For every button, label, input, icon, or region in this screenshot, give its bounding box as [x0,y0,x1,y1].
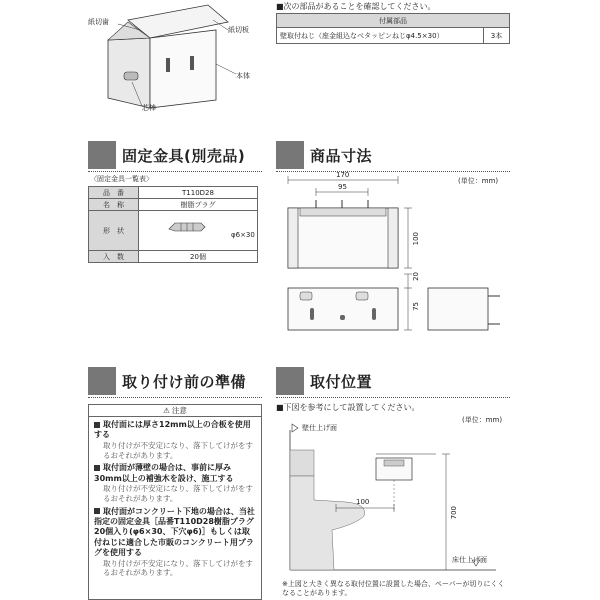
plug-icon [167,217,207,237]
caution-item-note: 取り付けが不安定になり、落下してけがをするおそれがあります。 [103,440,253,460]
dim-height: 100 [412,232,420,246]
dim-depth: 75 [412,302,420,311]
bullet-icon [94,422,100,428]
parts-item: 壁取付ねじ（座金組込なべタッピンねじφ4.5×30） [277,28,484,44]
plug-size: φ6×30 [231,231,255,239]
prep-rule [88,397,262,398]
dimensions-section-header [276,140,372,170]
section-marker [88,141,116,169]
parts-table [276,13,510,44]
parts-qty: 3本 [484,28,510,44]
dim-offset: 20 [412,272,420,281]
prep-title: 取り付け前の準備 [122,372,247,391]
prep-section-header [88,366,246,396]
dimension-drawing [276,170,510,345]
caution-item-note: 取り付けが不安定になり、落下してけがをするおそれがあります。 [103,484,253,503]
section-marker [276,141,304,169]
label-flap: 紙切板 [228,26,249,34]
fixing-row-label: 入 数 [89,251,139,263]
caution-box [88,404,262,600]
fixing-rule [88,171,262,172]
section-marker [88,367,116,395]
warning-icon: ⚠ [163,406,170,415]
fixing-row-label: 品 番 [89,187,139,199]
label-body: 本体 [236,72,250,80]
fixing-row-label: 形 状 [89,211,139,251]
fixing-row-value: T110D28 [139,187,258,199]
dimensions-title: 商品寸法 [310,146,373,165]
position-unit: (単位：mm) [462,416,503,424]
fixing-row-value: 20個 [139,251,258,263]
dim-width-total: 170 [336,171,350,179]
fixing-shape-cell [139,211,258,251]
fixing-table [88,186,258,263]
bullet-icon [94,465,100,471]
label-core: 芯棒 [142,104,156,112]
position-rule [276,397,510,398]
caution-item-note: 取り付けが不安定になり、落下してけがをするおそれがあります。 [103,558,253,578]
fixing-row-label: 名 称 [89,199,139,211]
fixing-title: 固定金具(別売品) [122,146,246,165]
dim-width-inner: 95 [338,183,347,191]
caution-header [89,405,261,417]
position-intro: ■下図を参考にして設置してください。 [276,403,420,412]
bullet-icon [94,508,100,514]
position-note: ※上図と大きく異なる取付位置に設置した場合、ペーパーが切りにくくなることがあります。 [282,580,505,597]
dim-vertical: 700 [450,506,458,520]
caution-item: 取付面がコンクリート下地の場合は、当社指定の固定金具［品番T110D28樹脂プラグ20個入り(φ6×30、下穴φ6)］もしくは取付ねじに適合した市販のコンクリート用プラグを使用する [94,506,255,558]
label-cover: 紙切歯 [88,18,109,26]
position-section-header [276,366,372,396]
caution-item: 取付面が薄壁の場合は、事前に厚み30mm以上の補強木を設け、施工する [94,463,234,483]
fixing-row-value: 樹脂プラグ [139,199,258,211]
floor-label: 床仕上げ面 [452,556,487,564]
product-illustration [88,0,268,118]
dimensions-unit: (単位：mm) [458,177,499,185]
section-marker [276,367,304,395]
dim-horizontal: 100 [356,498,370,506]
parts-header: 付属部品 [277,14,510,28]
fixing-section-header [88,140,245,170]
wall-label: 壁仕上げ面 [302,424,337,432]
position-drawing [276,420,510,578]
parts-intro: ■次の部品があることを確認してください。 [276,2,436,11]
caution-label: 注意 [171,406,187,415]
position-title: 取付位置 [310,372,373,391]
fixing-caption: 〈固定金具一覧表〉 [90,175,153,183]
caution-item: 取付面には厚さ12mm以上の合板を使用する [94,420,251,440]
